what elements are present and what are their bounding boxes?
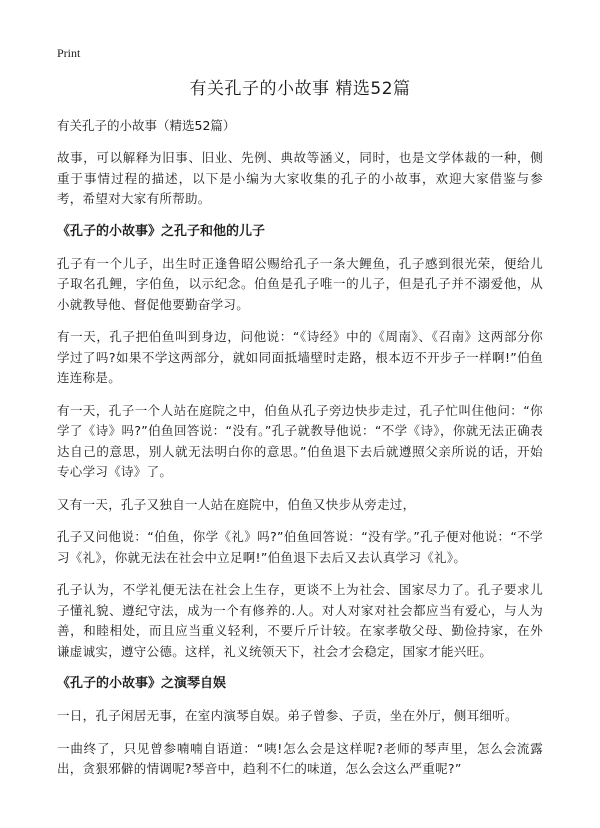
story-paragraph: 孔子又问他说：“伯鱼，你学《礼》吗?”伯鱼回答说：“没有学。”孔子便对他说：“不学习《礼》，你就无法在社会中立足啊!”伯鱼退下去后又去认真学习《礼》。 [57,529,543,565]
story-paragraph: 有一天，孔子一个人站在庭院之中，伯鱼从孔子旁边快步走过，孔子忙叫住他问：“你学了《诗》吗?”伯鱼回答说：“没有。”孔子就教导他说：“不学《诗》，你就无法正确表达自己的意思，别人就无法明白你的意思。”伯鱼退下去后就遵照父亲所说的话，开始专心学习《诗》了。 [57,402,543,479]
section-heading-qin: 《孔子的小故事》之演琴自娱 [57,676,227,691]
page-title: 有关孔子的小故事 精选52篇 [189,79,411,99]
document-subtitle: 有关孔子的小故事（精选52篇） [57,118,236,133]
intro-paragraph: 故事，可以解释为旧事、旧业、先例、典故等涵义，同时，也是文学体裁的一种，侧重于事情过程的描述，以下是小编为大家收集的孔子的小故事，欢迎大家借鉴与参考，希望对大家有所帮助。 [57,150,543,206]
story-paragraph: 一曲终了，只见曾参喃喃自语道：“咦!怎么会是这样呢?老师的琴声里，怎么会流露出，贪狠邪僻的情调呢?琴音中，趋利不仁的味道，怎么会这么严重呢?” [57,740,543,776]
print-link[interactable]: Print [57,46,81,60]
story-paragraph: 又有一天，孔子又独自一人站在庭院中，伯鱼又快步从旁走过， [57,496,416,512]
story-paragraph: 一日，孔子闲居无事，在室内演琴自娱。弟子曾参、子贡，坐在外厅，侧耳细听。 [57,708,518,723]
document-body [57,76,543,792]
story-paragraph: 有一天，孔子把伯鱼叫到身边，问他说：“《诗经》中的《周南》、《召南》这两部分你学过了吗?如果不学这两部分，就如同面抵墙壁时走路，根本迈不开步子一样啊!”伯鱼连连称是。 [57,329,543,385]
story-paragraph: 孔子认为，不学礼便无法在社会上生存，更谈不上为社会、国家尽力了。孔子要求儿子懂礼貌、遵纪守法，成为一个有修养的.人。对人对家对社会都应当有爱心，与人为善，和睦相处，而且应当重义轻利，不要斤斤计较。在家孝敬父母、勤俭持家，在外谦虚诚实，遵守公德。这样，礼义统领天下，社会才会稳定，国家才能兴旺。 [57,582,543,659]
section-heading-son: 《孔子的小故事》之孔子和他的儿子 [57,223,266,239]
story-paragraph: 孔子有一个儿子，出生时正逢鲁昭公赐给孔子一条大鲤鱼，孔子感到很光荣，便给儿子取名孔鲤，字伯鱼，以示纪念。伯鱼是孔子唯一的儿子，但是孔子并不溺爱他，从小就教导他、督促他要勤奋学习。 [57,255,543,312]
